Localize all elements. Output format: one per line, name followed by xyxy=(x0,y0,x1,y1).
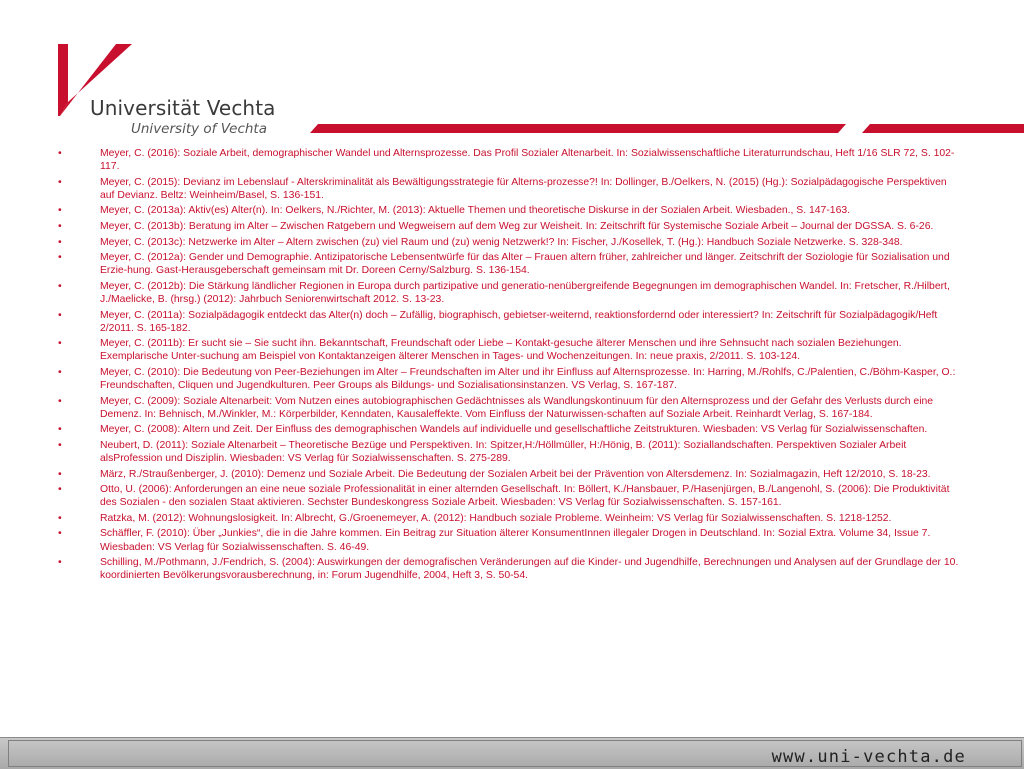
reference-text: Meyer, C. (2011b): Er sucht sie – Sie sucht ihn. Bekanntschaft, Freundschaft oder Liebe – Kontakt-gesuche älterer Menschen und ihre Sehnsucht nach sozialen Beziehungen. Exemplarische Unter-suchung am Beispiel von Kontaktanzeigen älterer Menschen in Tages- und Wochenzeitungen. In: neue praxis, 2/2011. S. 103-124. xyxy=(100,338,902,363)
reference-item xyxy=(58,483,963,509)
reference-text: Ratzka, M. (2012): Wohnungslosigkeit. In: Albrecht, G./Groenemeyer, A. (2012): Handbuch soziale Probleme. Weinheim: VS Verlag für Sozialwissenschaften. S. 1218-1252. xyxy=(100,512,892,524)
reference-item xyxy=(58,512,963,525)
reference-text: März, R./Straußenberger, J. (2010): Demenz und Soziale Arbeit. Die Bedeutung der Sozialen Arbeit bei der Prävention von Altersdemenz. In: Sozialmagazin, Heft 12/2010, S. 18-23. xyxy=(100,468,931,480)
bullet-icon: • xyxy=(58,424,62,436)
reference-item xyxy=(58,366,963,392)
logo-subtitle: University of Vechta xyxy=(131,121,267,137)
reference-item xyxy=(58,395,963,421)
logo-name: Universität Vechta xyxy=(90,96,276,120)
bullet-icon: • xyxy=(58,468,62,480)
reference-list xyxy=(58,147,963,585)
reference-text: Schäffler, F. (2010): Über „Junkies“, die in die Jahre kommen. Ein Beitrag zur Situation älterer KonsumentInnen illegaler Drogen in Deutschland. In: Sozial Extra. Volume 34, Issue 7. Wiesbaden: VS Verlag für Sozialwissenschaften. S. 46-49. xyxy=(100,528,931,553)
reference-item xyxy=(58,556,963,582)
reference-item xyxy=(58,204,963,217)
reference-text: Schilling, M./Pothmann, J./Fendrich, S. (2004): Auswirkungen der demografischen Veränderungen auf die Kinder- und Jugendhilfe, Berechnungen und Analysen auf der Grundlage der 10. koordinierten Bevölkerungsvorausberechnung, in: Forum Jugendhilfe, 2004, Heft 3, S. 50-54. xyxy=(100,557,959,582)
bullet-icon: • xyxy=(58,528,62,540)
reference-item xyxy=(58,337,963,363)
reference-text: Meyer, C. (2013c): Netzwerke im Alter – Altern zwischen (zu) viel Raum und (zu) wenig Netzwerk!? In: Fischer, J./Kosellek, T. (Hg.): Handbuch Soziale Netzwerke. S. 328-348. xyxy=(100,236,903,248)
bullet-icon: • xyxy=(58,366,62,378)
footer-url[interactable]: www.uni-vechta.de xyxy=(771,747,966,767)
reference-text: Meyer, C. (2012a): Gender und Demographie. Antizipatorische Lebensentwürfe für das Alter – Frauen altern früher, zahlreicher und länger. Zeitschrift der Soziologie für Sozialisation und Erzie-hung. Gast-Herausgeberschaft gemeinsam mit Dr. Doreen Cerny/Salzburg. S. 136-154. xyxy=(100,252,950,277)
reference-text: Meyer, C. (2008): Altern und Zeit. Der Einfluss des demographischen Wandels auf individuelle und gesellschaftliche Zeitstrukturen. Wiesbaden: VS Verlag für Sozialwissenschaften. xyxy=(100,424,928,436)
bullet-icon: • xyxy=(58,280,62,292)
footer-bar xyxy=(0,737,1024,769)
bullet-icon: • xyxy=(58,252,62,264)
reference-text: Meyer, C. (2009): Soziale Altenarbeit: Vom Nutzen eines autobiographischen Gedächtnisses als Wandlungskontinuum für den Alternsprozess und der Gefahr des Verlusts durch eine Demenz. In: Behnisch, M./Winkler, M.: Körperbilder, Kenndaten, Kausaleffekte. Vom Einfluss der Naturwissen-schaften auf Soziale Arbeit. Reinhardt Verlag, S. 167-184. xyxy=(100,395,934,420)
bullet-icon: • xyxy=(58,176,62,188)
reference-text: Neubert, D. (2011): Soziale Altenarbeit – Theoretische Bezüge und Perspektiven. In: Spitzer,H:/Höllmüller, H:/Hönig, B. (2011): Soziallandschaften. Perspektiven Sozialer Arbeit alsProfession und Disziplin. Wiesbaden: VS Verlag für Sozialwissenschaften. S. 275-289. xyxy=(100,439,907,464)
bullet-icon: • xyxy=(58,439,62,451)
reference-text: Meyer, C. (2013b): Beratung im Alter – Zwischen Ratgebern und Wegweisern auf dem Weg zur Weisheit. In: Zeitschrift für Systemische Soziale Arbeit – Journal der DGSSA. S. 6-26. xyxy=(100,220,934,232)
bullet-icon: • xyxy=(58,338,62,350)
bullet-icon: • xyxy=(58,484,62,496)
bullet-icon: • xyxy=(58,236,62,248)
reference-item xyxy=(58,280,963,306)
reference-item xyxy=(58,309,963,335)
reference-text: Meyer, C. (2012b): Die Stärkung ländlicher Regionen in Europa durch partizipative und generatio-nenübergreifende Begegnungen im demographischen Wandel. In: Fretscher, R./Hilbert, J./Maelicke, B. (hrsg.) (2012): Jahrbuch Seniorenwirtschaft 2012. S. 13-23. xyxy=(100,280,950,305)
reference-item xyxy=(58,147,963,173)
bullet-icon: • xyxy=(58,512,62,524)
bullet-icon: • xyxy=(58,220,62,232)
reference-text: Meyer, C. (2013a): Aktiv(es) Alter(n). In: Oelkers, N./Richter, M. (2013): Aktuelle Themen und theoretische Diskurse in der Sozialen Arbeit. Wiesbaden., S. 147-163. xyxy=(100,205,851,217)
bullet-icon: • xyxy=(58,395,62,407)
reference-text: Meyer, C. (2011a): Sozialpädagogik entdeckt das Alter(n) doch – Zufällig, biographisch, gebietser-weiternd, reaktionsfordernd oder interessiert? In: Zeitschrift für Sozialpädagogik/Heft 2/2011. S. 165-182. xyxy=(100,309,938,334)
reference-item xyxy=(58,468,963,481)
bullet-icon: • xyxy=(58,205,62,217)
bullet-icon: • xyxy=(58,309,62,321)
reference-item xyxy=(58,527,963,553)
reference-item xyxy=(58,423,963,436)
reference-text: Meyer, C. (2015): Devianz im Lebenslauf - Alterskriminalität als Bewältigungsstrategie für Alterns-prozesse?! In: Dollinger, B./Oelkers, N. (2015) (Hg.): Sozialpädagogische Perspektiven auf Devianz. Beltz: Weinheim/Basel, S. 136-151. xyxy=(100,176,947,201)
reference-item xyxy=(58,220,963,233)
reference-text: Meyer, C. (2010): Die Bedeutung von Peer-Beziehungen im Alter – Freundschaften im Alter und ihr Einfluss auf Alternsprozesse. In: Harring, M./Rohlfs, C./Palentien, C./Böhm-Kasper, O.: Freundschaften, Cliquen und Jugendkulturen. Peer Groups als Bildungs- und Sozialisationsinstanzen. VS Verlag, S. 167-187. xyxy=(100,366,956,391)
bullet-icon: • xyxy=(58,557,62,569)
reference-item xyxy=(58,236,963,249)
reference-text: Meyer, C. (2016): Soziale Arbeit, demographischer Wandel und Alternsprozesse. Das Profil Sozialer Altenarbeit. In: Sozialwissenschaftliche Literaturrundschau, Heft 1/16 SLR 72, S. 102-117. xyxy=(100,148,955,173)
reference-item xyxy=(58,176,963,202)
bullet-icon: • xyxy=(58,148,62,159)
reference-text: Otto, U. (2006): Anforderungen an eine neue soziale Professionalität in einer alternden Gesellschaft. In: Böllert, K./Hansbauer, P./Hasenjürgen, B./Langenohl, S. (2006): Die Produktivität des Sozialen - den sozialen Staat aktivieren. Sechster Bundeskongress Soziale Arbeit. Wiesbaden: VS Verlag für Sozialwissenschaften. S. 157-161. xyxy=(100,484,950,509)
reference-item xyxy=(58,251,963,277)
reference-item xyxy=(58,439,963,465)
header-divider-bars xyxy=(0,124,1024,136)
